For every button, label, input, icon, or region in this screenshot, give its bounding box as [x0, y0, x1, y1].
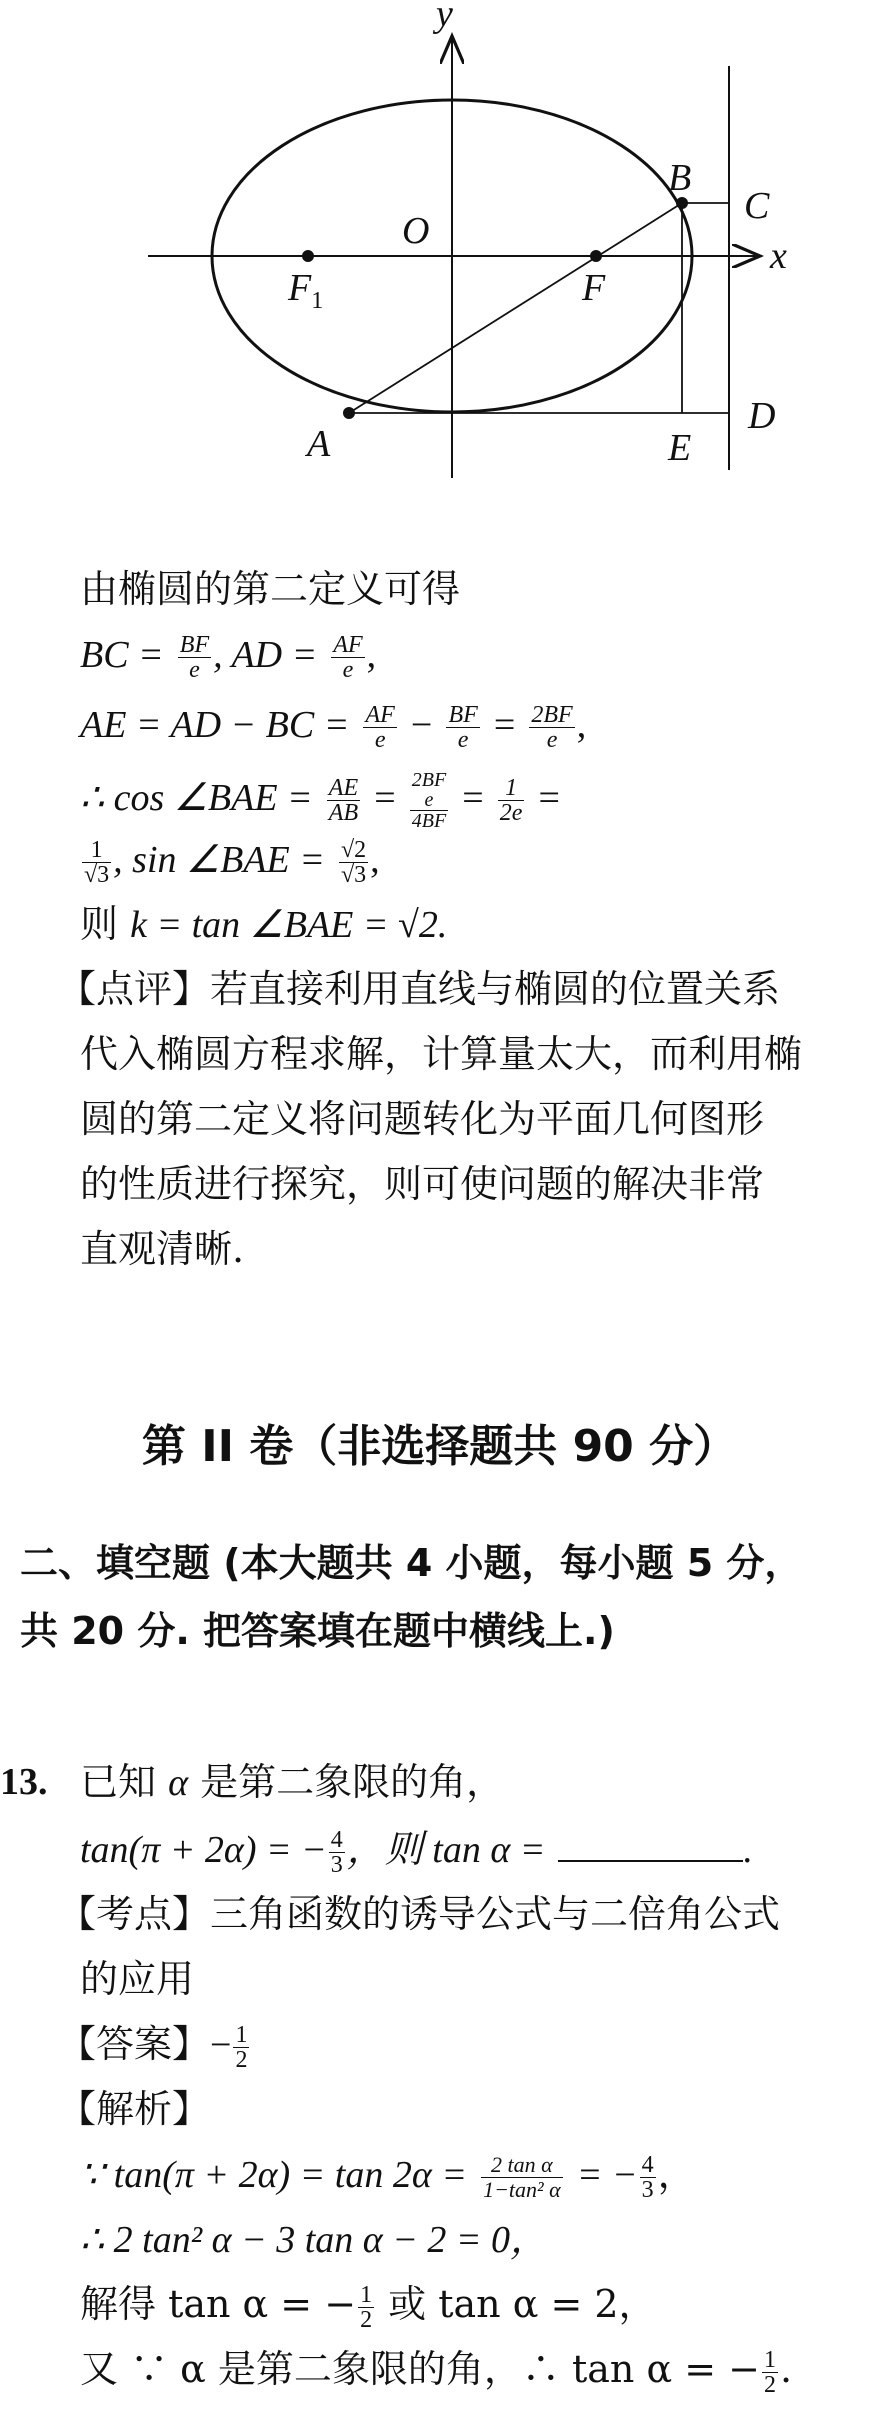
jiexi-line-2: ∴ 2 tan² α − 3 tan α − 2 = 0，: [80, 2219, 549, 2261]
q13-stem-line-2: tan(π + 2α) = − $\frac{4}{3}$ ，则 tan α = .: [80, 1827, 753, 1878]
solution-line-k: 则 k = tan ∠BAE = √2.: [80, 902, 448, 946]
label-b: B: [668, 157, 692, 199]
point-f1: [302, 250, 314, 262]
point-f: [590, 250, 602, 262]
answer-line: 【答案】− $\frac{1}{2}$: [58, 2022, 248, 2073]
comment-line-4: 的性质进行探究，则可使问题的解决非常: [80, 1162, 765, 1206]
label-d: D: [748, 395, 776, 437]
comment-line-1: 【点评】若直接利用直线与椭圆的位置关系: [58, 967, 781, 1011]
chord-ab: [349, 203, 682, 413]
comment-line-3: 圆的第二定义将问题转化为平面几何图形: [80, 1097, 765, 1141]
q13-stem-line-1: 已知 α 是第二象限的角，: [80, 1760, 505, 1804]
comment-line-5: 直观清晰.: [80, 1227, 245, 1271]
label-y: y: [436, 0, 453, 35]
section-title: 第 II 卷（非选择题共 90 分）: [141, 1421, 738, 1472]
comment-line-2: 代入椭圆方程求解，计算量太大，而利用椭: [80, 1032, 803, 1076]
label-a: A: [307, 423, 331, 465]
label-f1: $F_1$: [288, 267, 324, 314]
solution-line-ae: AE = AD − BC = $\frac{AF}{e}$ − $\frac{BF}{e}$ = $\frac{2BF}{e}$ ,: [80, 702, 587, 753]
label-c: C: [744, 185, 770, 227]
jiexi-line-4: 又 ∵ α 是第二象限的角，∴ tan α = − $\frac{1}{2}$ .: [80, 2347, 793, 2398]
jiexi-tag: 【解析】: [58, 2087, 211, 2131]
solution-line-bc: BC = $\frac{BF}{e}$ , AD = $\frac{AF}{e}$ ,: [80, 632, 377, 683]
question-number: 13.: [0, 1761, 48, 1803]
answer-blank[interactable]: [558, 1826, 743, 1862]
point-a: [343, 407, 355, 419]
label-x: x: [770, 235, 787, 277]
ellipse-figure: [0, 0, 879, 500]
fill-instructions-line-1: 二、填空题 (本大题共 4 小题，每小题 5 分，: [20, 1541, 803, 1585]
jiexi-line-3: 解得 tan α = − $\frac{1}{2}$ 或 tan α = 2，: [80, 2282, 657, 2333]
solution-line-cos: ∴ cos ∠BAE = $\frac{AE}{AB}$ = 2BF e 4BF = $\frac{1}{2e}$ =: [80, 769, 560, 832]
label-f: F: [582, 267, 606, 309]
label-e: E: [668, 427, 692, 469]
solution-intro: 由椭圆的第二定义可得: [80, 567, 461, 611]
kaodian-line: 【考点】三角函数的诱导公式与二倍角公式: [58, 1892, 781, 1936]
solution-line-sin: $\frac{1}{√3}$ , sin ∠BAE = $\frac{√2}{√3}$ ,: [84, 837, 380, 888]
label-o: O: [402, 210, 430, 252]
fill-instructions-line-2: 共 20 分. 把答案填在题中横线上.): [20, 1609, 615, 1653]
kaodian-line-2: 的应用: [80, 1957, 195, 2001]
jiexi-line-1: ∵ tan(π + 2α) = tan 2α = $\frac{\text{2 tan α}}{\text{1−tan² α}}$ = − $\frac{4}{3}$ ，: [80, 2152, 696, 2203]
